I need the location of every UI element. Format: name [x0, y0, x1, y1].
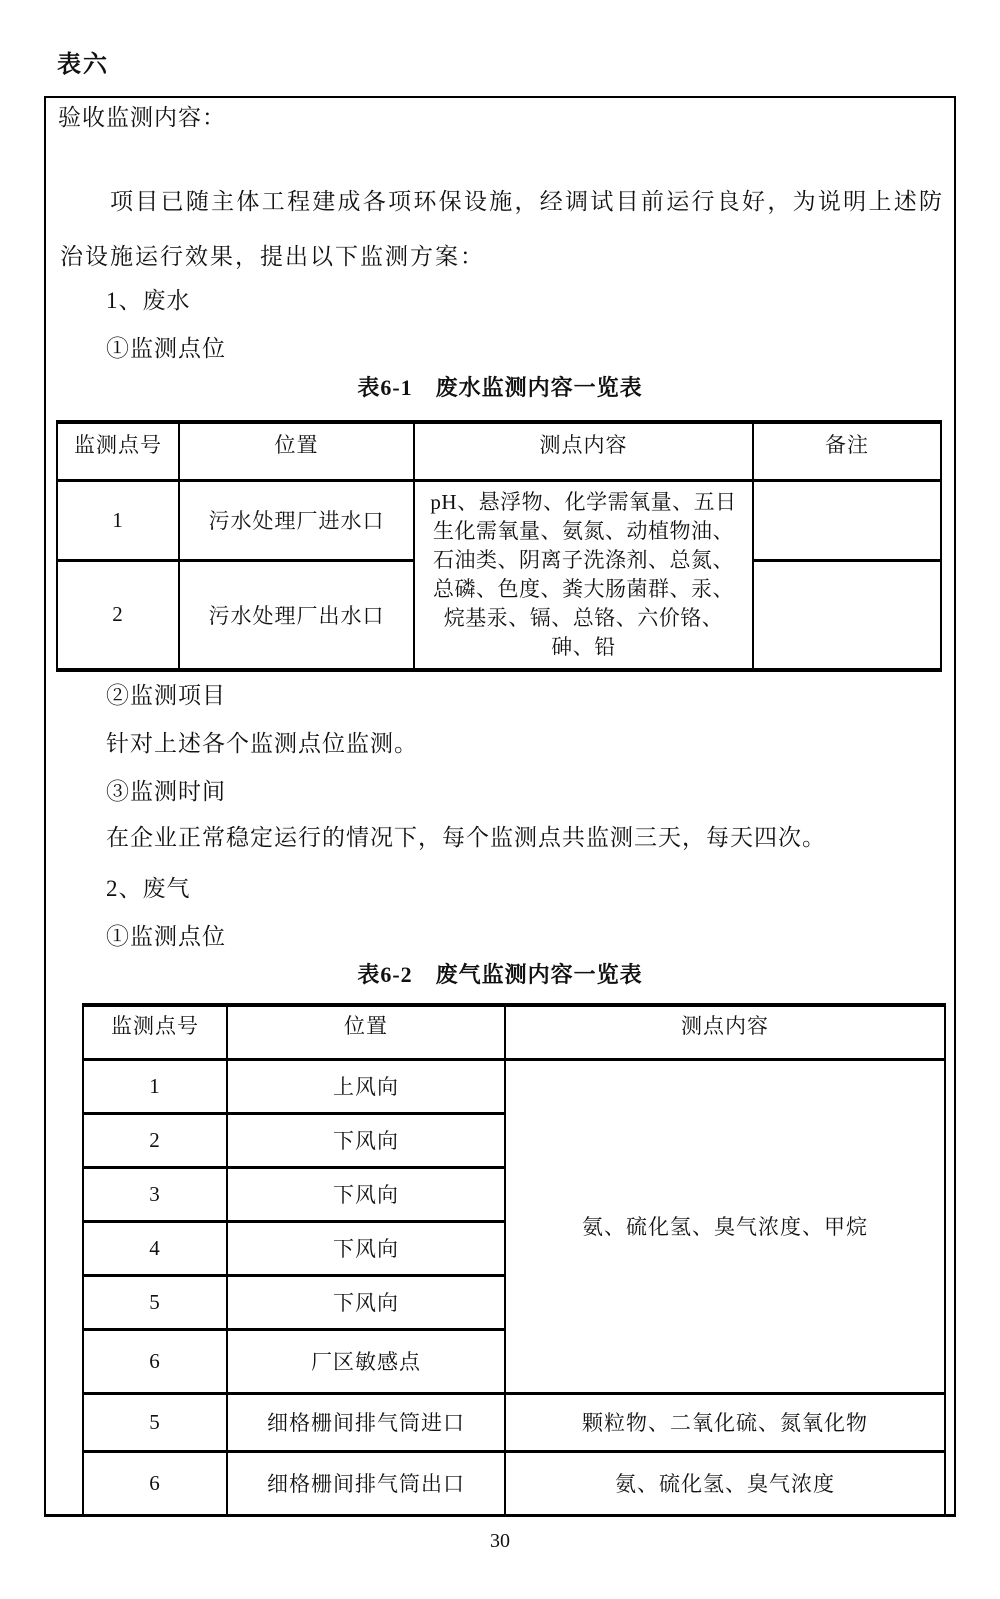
cell-remark	[753, 480, 941, 560]
table-row	[83, 1451, 945, 1514]
header-cell-content: 测点内容	[505, 1005, 945, 1059]
list-item-monitor-points-2: ①监测点位	[106, 924, 226, 949]
cell-point-no: 1	[83, 1059, 227, 1113]
header-cell-location: 位置	[227, 1005, 505, 1059]
cell-point-no: 4	[83, 1221, 227, 1275]
cell-content: 颗粒物、二氧化硫、氮氧化物	[505, 1393, 945, 1451]
cell-point-no: 5	[83, 1275, 227, 1329]
cell-content-merged: pH、悬浮物、化学需氧量、五日生化需氧量、氨氮、动植物油、石油类、阴离子洗涤剂、总氮、总磷、色度、粪大肠菌群、汞、烷基汞、镉、总铬、六价铬、砷、铅	[414, 480, 753, 670]
text-monitor-time: 在企业正常稳定运行的情况下，每个监测点共监测三天，每天四次。	[106, 825, 826, 850]
cell-point-no: 3	[83, 1167, 227, 1221]
table-row	[57, 480, 941, 560]
cell-point-no: 1	[57, 480, 179, 560]
header-cell-content: 测点内容	[414, 422, 753, 480]
cell-location: 上风向	[227, 1059, 505, 1113]
text-monitor-project: 针对上述各个监测点位监测。	[106, 731, 418, 756]
header-cell-location: 位置	[179, 422, 414, 480]
header-cell-point-no: 监测点号	[83, 1005, 227, 1059]
cell-location: 污水处理厂出水口	[179, 560, 414, 670]
content-box	[44, 96, 956, 1517]
table-row	[83, 1393, 945, 1451]
cell-location: 下风向	[227, 1167, 505, 1221]
page-number: 30	[490, 1530, 510, 1552]
page-label: 表六	[57, 52, 109, 78]
list-item-wastewater: 1、废水	[106, 288, 191, 313]
header-cell-remark: 备注	[753, 422, 941, 480]
list-item-gas: 2、废气	[106, 876, 191, 901]
cell-remark	[753, 560, 941, 670]
cell-point-no: 6	[83, 1329, 227, 1393]
cell-location: 细格栅间排气筒进口	[227, 1393, 505, 1451]
cell-point-no: 6	[83, 1451, 227, 1514]
table-6-1-caption: 表6-1 废水监测内容一览表	[357, 375, 643, 400]
cell-location: 细格栅间排气筒出口	[227, 1451, 505, 1514]
table-header-row	[83, 1005, 945, 1059]
cell-content-merged: 氨、硫化氢、臭气浓度、甲烷	[505, 1059, 945, 1393]
list-item-monitor-project: ②监测项目	[106, 683, 226, 708]
cell-location: 污水处理厂进水口	[179, 480, 414, 560]
cell-point-no: 5	[83, 1393, 227, 1451]
header-cell-point-no: 监测点号	[57, 422, 179, 480]
table-header-row	[57, 422, 941, 480]
cell-location: 下风向	[227, 1221, 505, 1275]
list-item-monitor-points-1: ①监测点位	[106, 336, 226, 361]
cell-location: 下风向	[227, 1113, 505, 1167]
table-row	[83, 1059, 945, 1113]
list-item-monitor-time: ③监测时间	[106, 779, 226, 804]
table-6-2-caption: 表6-2 废气监测内容一览表	[357, 962, 643, 987]
table-6-1	[56, 420, 942, 672]
cell-location: 下风向	[227, 1275, 505, 1329]
box-heading: 验收监测内容：	[58, 105, 226, 130]
intro-paragraph: 项目已随主体工程建成各项环保设施，经调试目前运行良好，为说明上述防治设施运行效果，提出以下监测方案：	[60, 189, 944, 269]
table-6-2	[82, 1003, 946, 1514]
cell-point-no: 2	[57, 560, 179, 670]
cell-location: 厂区敏感点	[227, 1329, 505, 1393]
cell-content: 氨、硫化氢、臭气浓度	[505, 1451, 945, 1514]
cell-point-no: 2	[83, 1113, 227, 1167]
